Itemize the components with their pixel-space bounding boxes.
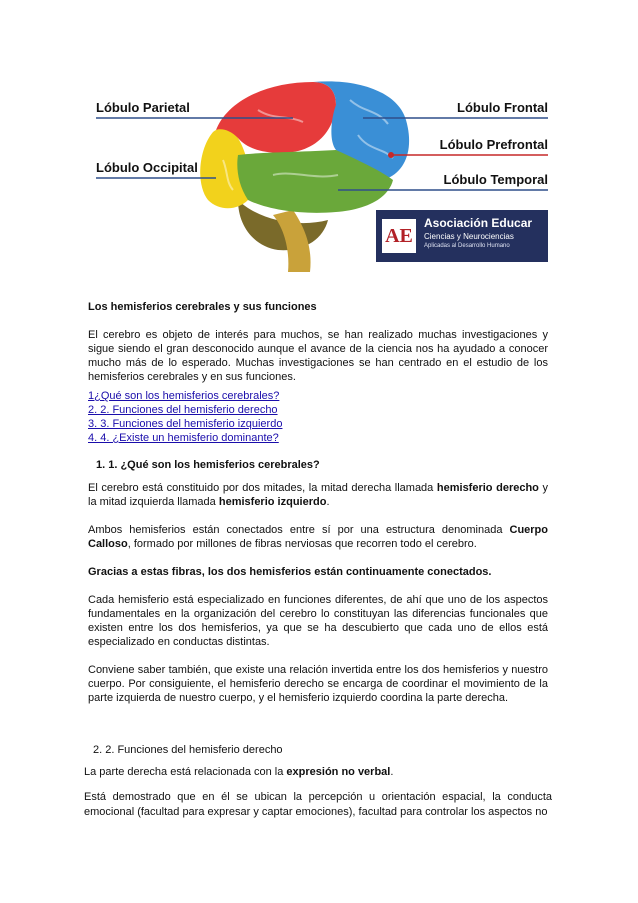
paragraph-nonverbal [84,765,552,780]
logo-subtitle: Ciencias y Neurociencias [424,232,514,241]
frontal-label: Lóbulo Frontal [457,100,548,115]
paragraph-specialization: Cada hemisferio está especializado en funciones diferentes, de ahí que uno de los aspectos fundamentales en la organización del cerebro lo constituyan las diferencias funcionales que existen entre los dos hemisferios, ya que se ha descubierto que cada uno de ellos está especializado en conductas distintas. [88,594,548,648]
paragraph-connected: Gracias a estas fibras, los dos hemisferios están continuamente conectados. [88,566,492,578]
section-1-heading: 1. 1. ¿Qué son los hemisferios cerebrales? [96,459,320,471]
toc-link-3[interactable]: 3. 3. Funciones del hemisferio izquierdo [88,418,283,430]
p2-bold-callosum: Cuerpo Calloso [88,524,548,550]
intro-paragraph: El cerebro es objeto de interés para muchos, se han realizado muchas investigaciones y sigue siendo el gran desconocido aunque el avance de la ciencia nos ha ayudado a conocer mucho más de lo esperado. Muchas investigaciones se han centrado en el estudio de los hemisferios cerebrales y en sus funciones. [88,329,548,383]
parietal-label: Lóbulo Parietal [96,100,190,115]
paragraph-corpus-callosum [88,523,548,551]
p1-text-e: . [326,496,330,508]
p1-text-a: El cerebro está constituido por dos mitades, la mitad derecha llamada [88,482,437,494]
prefrontal-label: Lóbulo Prefrontal [439,137,548,152]
paragraph-hemispheres [88,481,548,509]
prefrontal-marker [388,152,394,158]
logo-tagline: Aplicadas al Desarrollo Humano [424,243,510,249]
asociacion-educar-logo [376,210,548,262]
p2-text-c: , formado por millones de fibras nerviosas que recorren todo el cerebro. [127,538,477,550]
occipital-label: Lóbulo Occipital [96,160,198,175]
toc-link-2[interactable]: 2. 2. Funciones del hemisferio derecho [88,404,278,416]
p1-bold-left: hemisferio izquierdo [218,496,327,508]
logo-initials: AE [382,219,416,253]
section-2-heading: 2. 2. Funciones del hemisferio derecho [93,744,283,756]
p2-text-a: Ambos hemisferios están conectados entre sí por una estructura denominada [88,524,510,536]
paragraph-right-functions: Está demostrado que en él se ubican la percepción u orientación espacial, la conducta emocional (facultad para expresar y captar emociones), facultad para controlar los aspectos no [84,791,552,818]
p6-text-a: La parte derecha está relacionada con la [84,766,287,778]
document-title: Los hemisferios cerebrales y sus funciones [88,301,317,313]
p6-bold-nonverbal: expresión no verbal [286,766,391,778]
document-body [88,300,548,757]
document-continuation [84,765,552,830]
paragraph-inverted-relation: Conviene saber también, que existe una relación invertida entre los dos hemisferios y nuestro cuerpo. Por consiguiente, el hemisferio derecho se encarga de coordinar el movimiento de la parte izquierda de nuestro cuerpo, y el hemisferio izquierdo coordina la parte derecha. [88,664,548,704]
table-of-contents [88,389,548,445]
toc-link-4[interactable]: 4. 4. ¿Existe un hemisferio dominante? [88,432,279,444]
logo-name: Asociación Educar [424,216,533,230]
temporal-label: Lóbulo Temporal [443,172,548,187]
p6-text-c: . [390,766,394,778]
p1-bold-right: hemisferio derecho [436,482,539,494]
toc-link-1[interactable]: 1¿Qué son los hemisferios cerebrales? [88,390,280,402]
p1-text-c: y la mitad izquierda llamada [88,482,548,508]
